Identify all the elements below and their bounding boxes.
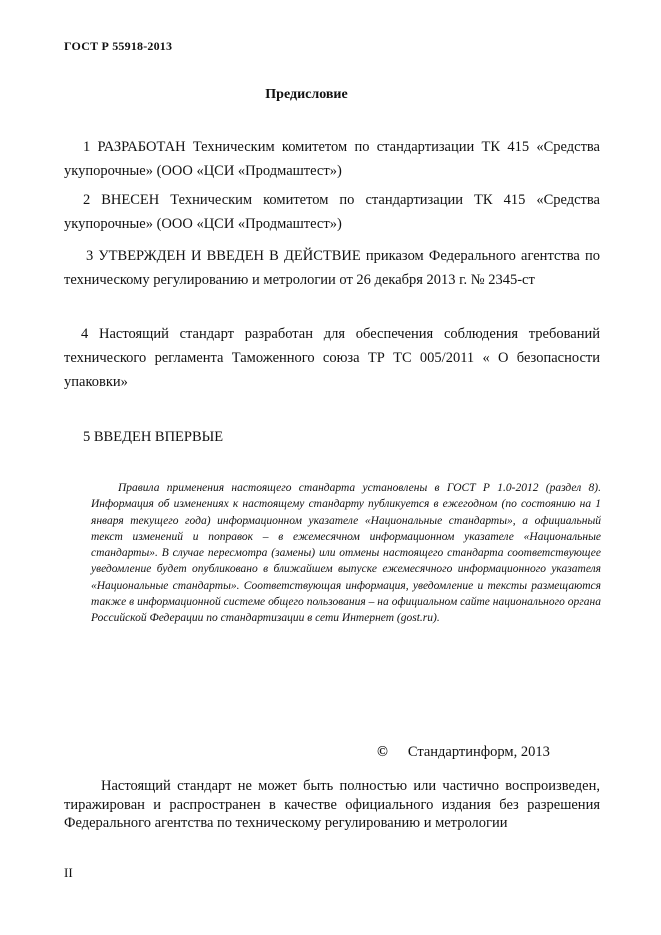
- copyright-symbol: ©: [377, 744, 388, 760]
- page-number: II: [64, 865, 73, 880]
- paragraph-introduced: 2 ВНЕСЕН Техническим комитетом по стандартизации ТК 415 «Средства укупорочные» (ООО «ЦСИ «Продмаштест»): [64, 192, 600, 232]
- document-code: ГОСТ Р 55918-2013: [64, 39, 173, 53]
- paragraph-purpose: 4 Настоящий стандарт разработан для обеспечения соблюдения требований технического регламента Таможенного союза ТР ТС 005/2011 « О безопасности упаковки»: [64, 326, 600, 390]
- application-rules-note: Правила применения настоящего стандарта установлены в ГОСТ Р 1.0-2012 (раздел 8). Информация об изменениях к настоящему стандарту публикуется в ежегодном (по состоянию на 1 января текущего года) информационном указателе «Национальные стандарты», а официальный текст изменений и поправок – в ежемесячном информационном указателе «Национальные стандарты». В случае пересмотра (замены) или отмены настоящего стандарта соответствующее уведомление будет опубликовано в ближайшем выпуске ежемесячного информационного указателя «Национальные стандарты». Соответствующая информация, уведомление и тексты размещаются также в информационной системе общего пользования – на официальном сайте национального органа Российской Федерации по стандартизации в сети Интернет (gost.ru).: [91, 482, 601, 625]
- section-title-text: Предисловие: [265, 87, 348, 102]
- paragraph-approved: 3 УТВЕРЖДЕН И ВВЕДЕН В ДЕЙСТВИЕ приказом Федерального агентства по техническому регулированию и метрологии от 26 декабря 2013 г. № 2345-ст: [64, 248, 600, 288]
- reproduction-notice: Настоящий стандарт не может быть полностью или частично воспроизведен, тиражирован и распространен в качестве официального издания без разрешения Федерального агентства по техническому регулированию и метрологии: [64, 778, 600, 831]
- copyright-holder: Стандартинформ, 2013: [407, 744, 550, 760]
- section-title: [0, 87, 661, 103]
- copyright-line: [377, 744, 550, 761]
- paragraph-first-introduced: 5 ВВЕДЕН ВПЕРВЫЕ: [83, 429, 224, 445]
- paragraph-developed: 1 РАЗРАБОТАН Техническим комитетом по стандартизации ТК 415 «Средства укупорочные» (ООО «ЦСИ «Продмаштест»): [64, 139, 600, 179]
